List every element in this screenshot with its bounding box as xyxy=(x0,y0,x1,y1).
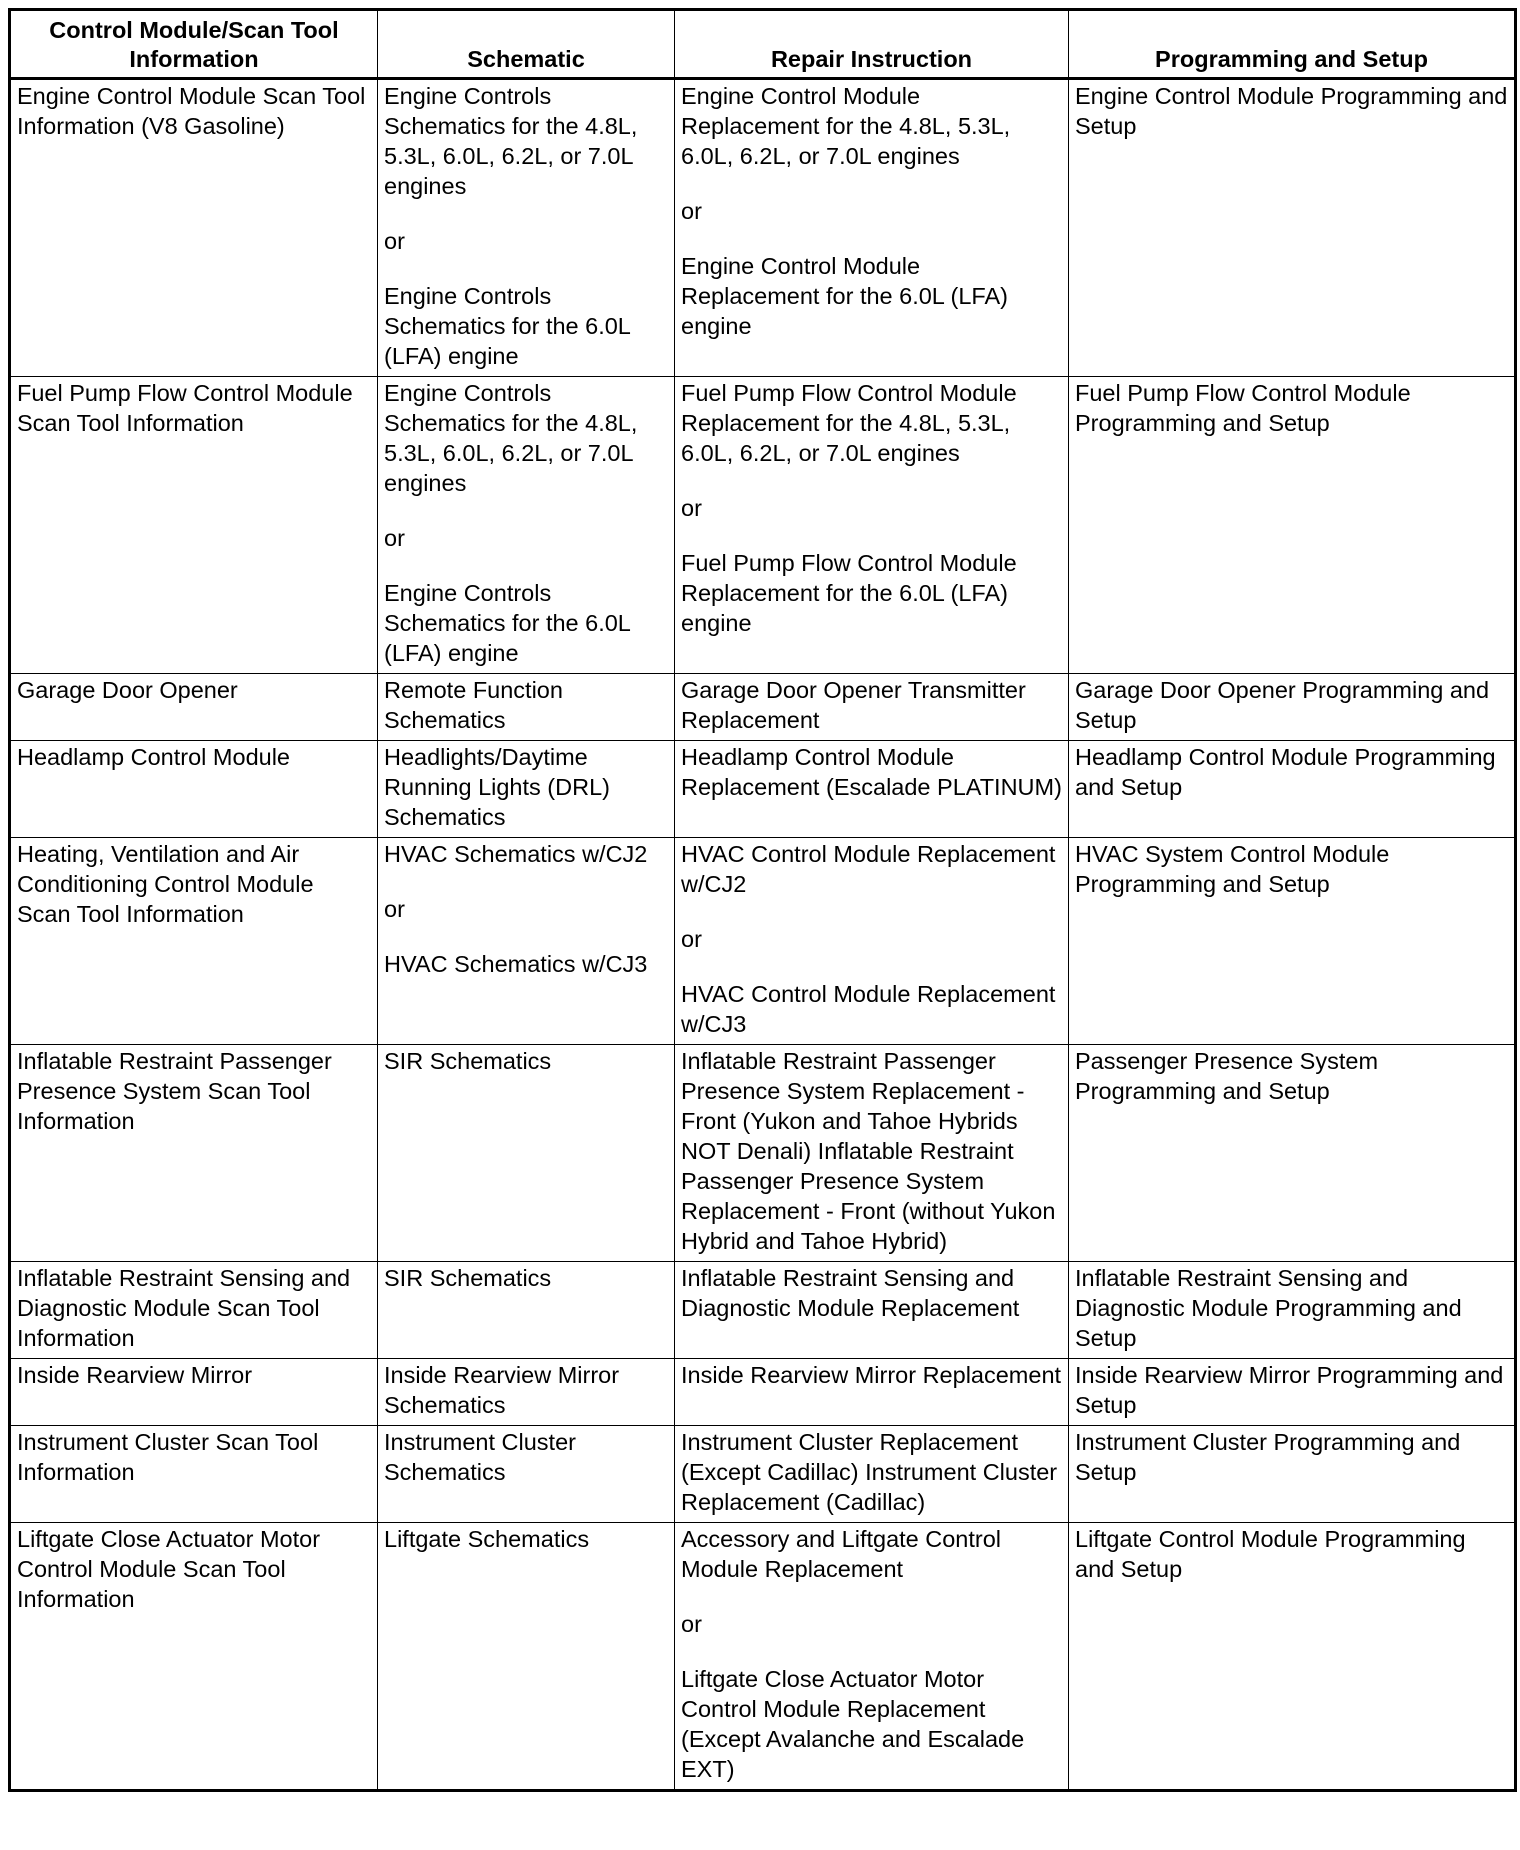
schematic-cell-text: Engine Controls Schematics for the 6.0L (LFA) engine xyxy=(384,283,631,369)
table-body xyxy=(10,79,1516,1791)
programming-setup-cell xyxy=(1069,1359,1516,1426)
module-cell xyxy=(10,1262,378,1359)
module-cell-text: Instrument Cluster Scan Tool Information xyxy=(17,1429,319,1485)
repair-instruction-cell-text: Liftgate Close Actuator Motor Control Module Replacement (Except Avalanche and Escalade EXT) xyxy=(681,1666,1025,1782)
programming-setup-cell xyxy=(1069,1426,1516,1523)
module-cell xyxy=(10,1045,378,1262)
repair-instruction-cell xyxy=(675,377,1069,674)
programming-setup-cell xyxy=(1069,377,1516,674)
schematic-cell-text: Instrument Cluster Schematics xyxy=(384,1429,576,1485)
module-cell xyxy=(10,377,378,674)
schematic-cell-text: Headlights/Daytime Running Lights (DRL) Schematics xyxy=(384,744,610,830)
repair-instruction-cell-text: HVAC Control Module Replacement w/CJ2 xyxy=(681,841,1056,897)
programming-setup-cell xyxy=(1069,1523,1516,1791)
header-schematic: Schematic xyxy=(378,10,675,79)
module-cell-text: Fuel Pump Flow Control Module Scan Tool Information xyxy=(17,380,353,436)
programming-setup-cell-text: Passenger Presence System Programming and Setup xyxy=(1075,1048,1379,1104)
schematic-cell-text: Engine Controls Schematics for the 6.0L (LFA) engine xyxy=(384,580,631,666)
programming-setup-cell-text: Headlamp Control Module Programming and Setup xyxy=(1075,744,1496,800)
programming-setup-cell-text: Engine Control Module Programming and Setup xyxy=(1075,83,1508,139)
schematic-cell-text: or xyxy=(384,896,405,922)
module-cell-text: Headlamp Control Module xyxy=(17,744,291,770)
schematic-cell xyxy=(378,1359,675,1426)
repair-instruction-cell xyxy=(675,79,1069,377)
programming-setup-cell-text: Inside Rearview Mirror Programming and Setup xyxy=(1075,1362,1504,1418)
schematic-cell-text: Liftgate Schematics xyxy=(384,1526,590,1552)
table-row xyxy=(10,838,1516,1045)
schematic-cell xyxy=(378,1523,675,1791)
table-row xyxy=(10,377,1516,674)
module-cell xyxy=(10,1426,378,1523)
module-cell-text: Inflatable Restraint Passenger Presence System Scan Tool Information xyxy=(17,1048,332,1134)
repair-instruction-cell-text: Inflatable Restraint Passenger Presence System Replacement - Front (Yukon and Tahoe Hybrids NOT Denali) Inflatable Restraint Passenger Presence System Replacement - Front (without Yukon Hybrid and Tahoe Hybrid) xyxy=(681,1048,1056,1254)
module-cell-text: Engine Control Module Scan Tool Information (V8 Gasoline) xyxy=(17,83,366,139)
module-cell xyxy=(10,838,378,1045)
repair-instruction-cell-text: Garage Door Opener Transmitter Replacement xyxy=(681,677,1026,733)
repair-instruction-cell-text: Accessory and Liftgate Control Module Replacement xyxy=(681,1526,1002,1582)
table-row xyxy=(10,741,1516,838)
module-reference-table xyxy=(8,8,1517,1792)
repair-instruction-cell-text: Engine Control Module Replacement for the 4.8L, 5.3L, 6.0L, 6.2L, or 7.0L engines xyxy=(681,83,1011,169)
table-row xyxy=(10,1523,1516,1791)
repair-instruction-cell-text: or xyxy=(681,495,702,521)
programming-setup-cell-text: HVAC System Control Module Programming and Setup xyxy=(1075,841,1390,897)
module-cell-text: Garage Door Opener xyxy=(17,677,238,703)
module-cell-text: Inflatable Restraint Sensing and Diagnostic Module Scan Tool Information xyxy=(17,1265,351,1351)
schematic-cell-text: Remote Function Schematics xyxy=(384,677,563,733)
schematic-cell xyxy=(378,741,675,838)
module-cell xyxy=(10,1523,378,1791)
module-cell-text: Liftgate Close Actuator Motor Control Module Scan Tool Information xyxy=(17,1526,321,1612)
repair-instruction-cell xyxy=(675,1359,1069,1426)
schematic-cell-text: HVAC Schematics w/CJ2 xyxy=(384,841,648,867)
header-programming-setup: Programming and Setup xyxy=(1069,10,1516,79)
programming-setup-cell xyxy=(1069,79,1516,377)
module-cell xyxy=(10,1359,378,1426)
module-cell xyxy=(10,741,378,838)
schematic-cell-text: HVAC Schematics w/CJ3 xyxy=(384,951,648,977)
repair-instruction-cell-text: Inflatable Restraint Sensing and Diagnostic Module Replacement xyxy=(681,1265,1020,1321)
repair-instruction-cell-text: Headlamp Control Module Replacement (Escalade PLATINUM) xyxy=(681,744,1062,800)
programming-setup-cell xyxy=(1069,1045,1516,1262)
schematic-cell-text: or xyxy=(384,228,405,254)
schematic-cell xyxy=(378,1426,675,1523)
schematic-cell-text: Engine Controls Schematics for the 4.8L, 5.3L, 6.0L, 6.2L, or 7.0L engines xyxy=(384,83,638,199)
schematic-cell xyxy=(378,1045,675,1262)
schematic-cell xyxy=(378,377,675,674)
repair-instruction-cell xyxy=(675,741,1069,838)
repair-instruction-cell-text: Inside Rearview Mirror Replacement xyxy=(681,1362,1062,1388)
repair-instruction-cell xyxy=(675,1045,1069,1262)
table-row xyxy=(10,1045,1516,1262)
module-cell-text: Inside Rearview Mirror xyxy=(17,1362,253,1388)
repair-instruction-cell-text: or xyxy=(681,1611,702,1637)
repair-instruction-cell xyxy=(675,1426,1069,1523)
table-row xyxy=(10,674,1516,741)
programming-setup-cell xyxy=(1069,674,1516,741)
schematic-cell xyxy=(378,674,675,741)
module-cell xyxy=(10,674,378,741)
programming-setup-cell-text: Fuel Pump Flow Control Module Programming and Setup xyxy=(1075,380,1411,436)
programming-setup-cell xyxy=(1069,741,1516,838)
module-cell xyxy=(10,79,378,377)
table-header-row xyxy=(10,10,1516,79)
repair-instruction-cell xyxy=(675,1262,1069,1359)
schematic-cell-text: or xyxy=(384,525,405,551)
table-row xyxy=(10,1262,1516,1359)
programming-setup-cell-text: Liftgate Control Module Programming and Setup xyxy=(1075,1526,1466,1582)
repair-instruction-cell xyxy=(675,838,1069,1045)
schematic-cell-text: SIR Schematics xyxy=(384,1265,552,1291)
table-row xyxy=(10,1426,1516,1523)
repair-instruction-cell-text: Fuel Pump Flow Control Module Replacement for the 4.8L, 5.3L, 6.0L, 6.2L, or 7.0L engines xyxy=(681,380,1017,466)
repair-instruction-cell-text: or xyxy=(681,198,702,224)
programming-setup-cell-text: Instrument Cluster Programming and Setup xyxy=(1075,1429,1461,1485)
module-cell-text: Heating, Ventilation and Air Conditioning Control Module Scan Tool Information xyxy=(17,841,314,927)
programming-setup-cell xyxy=(1069,838,1516,1045)
repair-instruction-cell-text: HVAC Control Module Replacement w/CJ3 xyxy=(681,981,1056,1037)
repair-instruction-cell-text: Fuel Pump Flow Control Module Replacement for the 6.0L (LFA) engine xyxy=(681,550,1017,636)
repair-instruction-cell xyxy=(675,1523,1069,1791)
repair-instruction-cell-text: Engine Control Module Replacement for the 6.0L (LFA) engine xyxy=(681,253,1008,339)
schematic-cell xyxy=(378,1262,675,1359)
table-row xyxy=(10,79,1516,377)
repair-instruction-cell-text: Instrument Cluster Replacement (Except Cadillac) Instrument Cluster Replacement (Cadillac) xyxy=(681,1429,1058,1515)
schematic-cell-text: Engine Controls Schematics for the 4.8L, 5.3L, 6.0L, 6.2L, or 7.0L engines xyxy=(384,380,638,496)
header-module: Control Module/Scan Tool Information xyxy=(10,10,378,79)
programming-setup-cell-text: Inflatable Restraint Sensing and Diagnostic Module Programming and Setup xyxy=(1075,1265,1462,1351)
schematic-cell xyxy=(378,838,675,1045)
programming-setup-cell xyxy=(1069,1262,1516,1359)
programming-setup-cell-text: Garage Door Opener Programming and Setup xyxy=(1075,677,1490,733)
schematic-cell-text: SIR Schematics xyxy=(384,1048,552,1074)
repair-instruction-cell-text: or xyxy=(681,926,702,952)
table-row xyxy=(10,1359,1516,1426)
repair-instruction-cell xyxy=(675,674,1069,741)
header-repair-instruction: Repair Instruction xyxy=(675,10,1069,79)
schematic-cell xyxy=(378,79,675,377)
schematic-cell-text: Inside Rearview Mirror Schematics xyxy=(384,1362,620,1418)
